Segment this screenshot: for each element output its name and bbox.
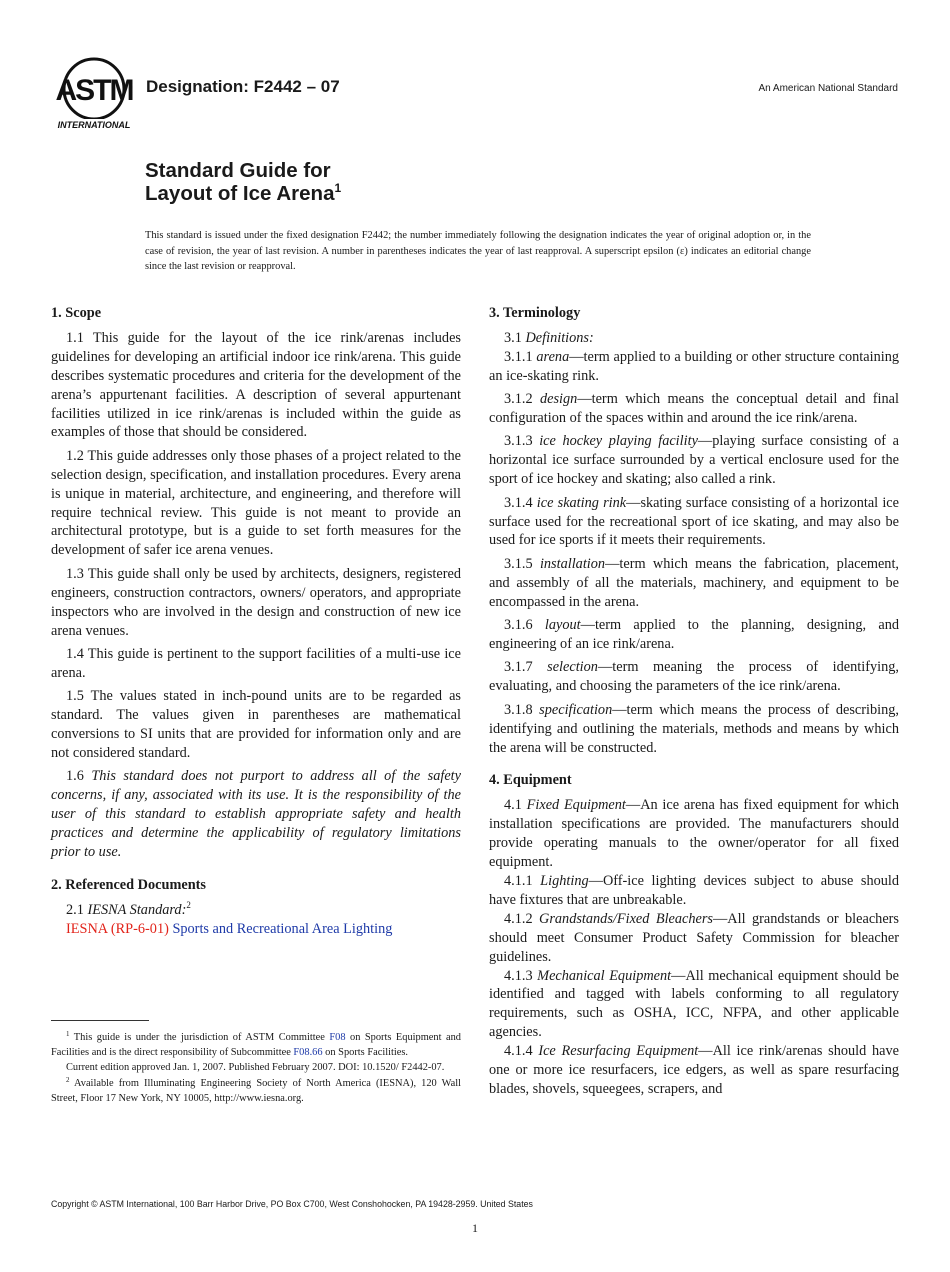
scope-1-2: 1.2 This guide addresses only those phases of a project related to the selection design, specification, and installation procedures. Every arena is unique in material, architecture, and engineering, and therefore will require technical review. This guide is not meant to provide an architectural prototype, but is a guide to set forth measures for the development of safer ice arena venues. xyxy=(51,447,461,559)
referenced-standard xyxy=(51,920,461,939)
term-number: 3.1.5 xyxy=(504,555,533,572)
term-3-1-3 xyxy=(489,432,899,489)
subcommittee-f08-66-link[interactable]: F08.66 xyxy=(293,1047,323,1059)
issue-notice: This standard is issued under the fixed designation F2442; the number immediately following the designation indicates the year of original adoption or, in the case of revision, the year of last revision. A number in parentheses indicates the year of last reapproval. A superscript epsilon (ε) indicates an editorial change since the last revision or reapproval. xyxy=(145,230,811,272)
term-term: design xyxy=(539,391,578,408)
equipment-4-1-2 xyxy=(489,910,899,967)
scope-1-3: 1.3 This guide shall only be used by architects, designers, registered engineers, construction contractors, owners/ operators, and appropriate inspectors who are involved in the design and construction of new ice arena venues. xyxy=(51,565,461,639)
copyright-notice: Copyright © ASTM International, 100 Barr Harbor Drive, PO Box C700, West Conshohocken, PA 19428-2959. United States xyxy=(51,1199,533,1209)
page-number: 1 xyxy=(472,1221,478,1235)
footnote-1 xyxy=(51,1030,461,1060)
ref-code-link[interactable]: IESNA (RP-6-01) xyxy=(66,920,169,937)
referenced-footnote-mark[interactable]: 2 xyxy=(186,899,191,910)
term-3-1-8 xyxy=(489,701,899,758)
footnotes xyxy=(51,1030,461,1106)
designation: Designation: F2442 – 07 xyxy=(146,77,340,96)
term-term: selection xyxy=(547,659,598,676)
term-3-1-6 xyxy=(489,616,899,654)
title-line-2: Layout of Ice Arena xyxy=(145,182,335,205)
footnote-1-mark: 1 xyxy=(66,1030,70,1038)
terminology-heading: 3. Terminology xyxy=(489,305,581,321)
scope-1-6-number: 1.6 xyxy=(66,768,84,785)
equipment-4-1-3 xyxy=(489,967,899,1043)
equipment-4-1 xyxy=(489,796,899,872)
footnote-1-text-a: This guide is under the jurisdiction of ASTM Committee xyxy=(73,1032,330,1043)
equipment-heading: 4. Equipment xyxy=(489,772,572,789)
footnote-divider xyxy=(51,1020,149,1021)
equipment-number: 4.1.3 xyxy=(504,967,533,984)
equipment-term: Grandstands/Fixed Bleachers xyxy=(539,910,713,927)
definitions-label xyxy=(489,329,899,348)
footnote-2-mark: 2 xyxy=(66,1075,70,1084)
scope-1-1: 1.1 This guide for the layout of the ice rink/arenas includes guidelines for developing an artificial indoor ice rink/arena. This guide describes systematic procedures and criteria for the development of the arena’s appurtenant facilities. A description of several appurtenant facilities utilized in ice rink/arenas is included within the guide as examples of those that should be considered. xyxy=(51,329,461,441)
equipment-definition: —All ice rink/arenas should have one or more ice resurfacers, ice edgers, as well as spare resurfacing blades, shovels, squeegees, scrapers, and xyxy=(489,1043,900,1097)
ref-title-link[interactable]: Sports and Recreational Area Lighting xyxy=(172,920,393,937)
referenced-documents-heading: 2. Referenced Documents xyxy=(51,876,206,893)
scope-1-6-text: This standard does not purport to address all of the safety concerns, if any, associated with its use. It is the responsibility of the user of this standard to establish appropriate safety and health practices and determine the applicability of regulatory limitations prior to use. xyxy=(51,768,461,860)
term-number: 3.1.8 xyxy=(504,701,533,718)
term-term: installation xyxy=(539,555,606,572)
equipment-term: Mechanical Equipment xyxy=(537,967,672,984)
term-term: specification xyxy=(539,701,613,718)
left-column xyxy=(51,304,461,939)
page-title xyxy=(145,159,341,205)
equipment-4-1-1 xyxy=(489,872,899,910)
logo-international-text: INTERNATIONAL xyxy=(57,120,131,130)
equipment-number: 4.1.1 xyxy=(504,872,533,889)
equipment-definition: —Off-ice lighting devices subject to abuse should have fixtures that are unbreakable. xyxy=(489,872,900,908)
astm-logo xyxy=(52,56,136,132)
referenced-item-label: IESNA Standard: xyxy=(87,901,187,918)
term-number: 3.1.1 xyxy=(504,348,533,365)
footnote-1-text-c: on Sports Facilities. xyxy=(322,1047,409,1059)
term-3-1-5 xyxy=(489,555,899,612)
term-term: ice hockey playing facility xyxy=(539,433,698,450)
term-number: 3.1.6 xyxy=(504,617,533,634)
term-number: 3.1.7 xyxy=(504,659,533,676)
term-number: 3.1.2 xyxy=(504,391,533,408)
scope-1-6 xyxy=(51,767,461,862)
title-footnote-mark[interactable]: 1 xyxy=(334,181,342,195)
right-column xyxy=(489,304,899,1099)
footnote-2-text: Available from Illuminating Engineering Society of North America (IESNA), 120 Wall Street, Floor 17 New York, NY 10005, http://www.iesna.org. xyxy=(51,1077,461,1104)
term-3-1-4 xyxy=(489,494,899,551)
equipment-list xyxy=(489,796,899,1099)
equipment-term: Fixed Equipment xyxy=(526,797,626,814)
title-line-1: Standard Guide for xyxy=(145,159,331,182)
term-definition: —term meaning the process of identifying, evaluating, and choosing the parameters of the ice rink/arena. xyxy=(489,659,899,695)
referenced-item xyxy=(51,901,461,920)
referenced-item-number: 2.1 xyxy=(66,901,84,918)
definitions-number: 3.1 xyxy=(504,329,522,346)
equipment-term: Ice Resurfacing Equipment xyxy=(538,1043,699,1060)
footnote-2 xyxy=(51,1076,461,1106)
term-term: arena xyxy=(536,348,570,365)
term-3-1-2 xyxy=(489,390,899,428)
term-term: ice skating rink xyxy=(536,494,627,511)
term-term: layout xyxy=(544,617,581,634)
equipment-definition: —All mechanical equipment should be identified and tagged with labels conforming to all regulatory requirements, such as OSHA, ICC, NFPA, and other applicable agencies. xyxy=(489,967,899,1041)
term-number: 3.1.3 xyxy=(504,433,533,450)
term-3-1-1 xyxy=(489,348,899,386)
scope-1-5: 1.5 The values stated in inch-pound units are to be regarded as standard. The values given in parentheses are mathematical conversions to SI units that are provided for information only and are not considered standard. xyxy=(51,688,461,761)
national-standard-label: An American National Standard xyxy=(758,83,898,94)
equipment-4-1-4 xyxy=(489,1042,899,1099)
term-definition: —term applied to a building or other structure containing an ice-skating rink. xyxy=(489,348,900,384)
term-definition: —skating surface consisting of a horizontal ice surface used for the recreational sport of ice skating, and may also be used for ice sports if it meets their requirements. xyxy=(489,494,899,549)
equipment-definition: —All grandstands or bleachers should meet Consumer Product Safety Commission for bleacher guidelines. xyxy=(489,910,899,965)
term-3-1-7 xyxy=(489,658,899,696)
svg-text:ASTM: ASTM xyxy=(55,74,133,107)
term-definition: —term which means the process of describing, identifying and outlining the materials, methods and means by which the arena will be constructed. xyxy=(489,701,899,756)
definitions-text: Definitions: xyxy=(525,329,594,346)
scope-heading: 1. Scope xyxy=(51,305,102,321)
term-number: 3.1.4 xyxy=(504,494,533,511)
term-definition: —term which means the conceptual detail and final configuration of the spaces within and around the ice rink/arena. xyxy=(489,391,899,427)
footnote-1-edition: Current edition approved Jan. 1, 2007. Published February 2007. DOI: 10.1520/ F2442-07. xyxy=(66,1062,445,1074)
equipment-number: 4.1.4 xyxy=(504,1043,533,1060)
term-definition: —playing surface consisting of a horizontal ice surface surrounded by a vertical enclosure used for the sport of ice hockey and skating; also called a rink. xyxy=(489,433,899,488)
equipment-definition: —An ice arena has fixed equipment for which installation specifications are provided. The manufacturers should provide operating manuals to the owner/operator for all fixed equipment. xyxy=(489,797,899,871)
terminology-list xyxy=(489,348,899,758)
equipment-number: 4.1 xyxy=(504,797,522,814)
equipment-number: 4.1.2 xyxy=(504,910,533,927)
equipment-term: Lighting xyxy=(540,872,589,889)
footnote-1-text-b: on Sports Equipment and Facilities and is the direct responsibility of Subcommittee xyxy=(51,1032,461,1059)
term-definition: —term which means the fabrication, placement, and assembly of all the materials, machinery, and equipment to be encompassed in the arena. xyxy=(489,555,899,610)
committee-f08-link[interactable]: F08 xyxy=(329,1032,346,1043)
scope-1-4: 1.4 This guide is pertinent to the support facilities of a multi-use ice arena. xyxy=(51,645,461,681)
term-definition: —term applied to the planning, designing, and engineering of an ice rink/arena. xyxy=(489,617,899,652)
